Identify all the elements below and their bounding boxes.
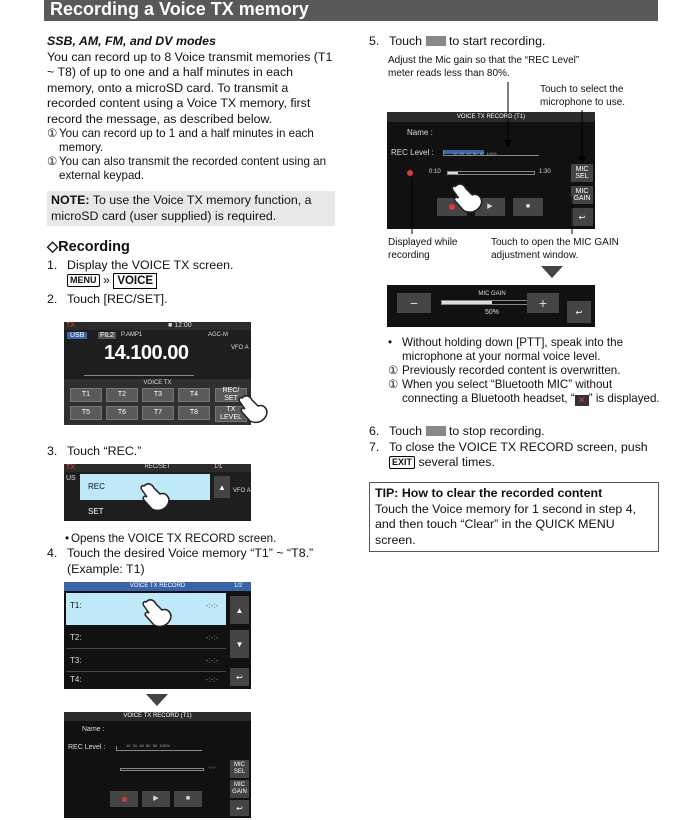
recording-title: VOICE TX RECORD (T1) [387, 112, 595, 122]
page-header: Recording a Voice TX memory [44, 0, 658, 21]
down-triangle-icon [541, 266, 563, 278]
hand-pointer-icon [140, 596, 176, 630]
caption-mic-select: Touch to select the microphone to use. [540, 84, 626, 108]
tip-title: TIP: How to clear the recorded content [375, 486, 603, 500]
step-5-notes [388, 336, 660, 406]
info-item: ① You can also transmit the recorded content using an external keypad. [47, 155, 327, 182]
back-icon[interactable]: ↩ [230, 668, 249, 686]
step-7: 7. To close the VOICE TX RECORD screen, push EXIT several times. [369, 439, 648, 469]
voice-tx-label: VOICE TX [143, 380, 172, 386]
name-label: Name : [407, 128, 433, 137]
time-display: ■ 12:00 [168, 322, 192, 329]
info-item: ① You can record up to 1 and a half minutes in each memory. [47, 127, 314, 154]
down-triangle-icon [146, 694, 168, 706]
mic-gain-minus-button[interactable]: − [397, 293, 431, 313]
frequency-display: 14.100.00 [104, 342, 189, 364]
t6-button[interactable]: T6 [106, 406, 138, 420]
recording-heading: ◇Recording [47, 239, 130, 255]
step-5-bullet: • Without holding down [PTT], speak into the microphone at your normal voice level. [388, 336, 624, 363]
record-row-t1[interactable]: T1: -:-:- [66, 593, 226, 625]
time-placeholder: -:-:- [208, 765, 216, 771]
step-3-bullet: • Opens the VOICE TX RECORD screen. [65, 532, 277, 545]
voice-key: VOICE [113, 273, 157, 289]
note-box: NOTE: To use the Voice TX memory function, a microSD card (user supplied) is required. [47, 191, 335, 226]
back-icon[interactable]: ↩ [571, 208, 593, 226]
up-arrow-icon[interactable]: ▲ [230, 596, 249, 624]
main-screen: TX ■ 12:00 USB FIL2 P.AMP1 AGC-M 14.100.00 VFO A VOICE TX T1 T2 T3 T4 T5 T6 T7 T8 REC/ SET TX LEVEL [64, 322, 251, 425]
time-start: 0:10 [429, 169, 441, 175]
back-icon[interactable]: ↩ [567, 301, 591, 323]
up-arrow-icon[interactable]: ▲ [214, 476, 230, 498]
caption-displayed: Displayed while recording [388, 237, 458, 261]
step-3: 3. Touch “REC.” [47, 444, 142, 458]
recset-mode: US [66, 475, 76, 482]
stop-icon[interactable]: ■ [513, 198, 543, 216]
t8-button[interactable]: T8 [178, 406, 210, 420]
mic-sel-button[interactable]: MIC SEL [230, 760, 249, 778]
menu-key: MENU [67, 274, 100, 287]
exit-key: EXIT [389, 456, 415, 469]
step-5: 5. Touch to start recording. [369, 34, 546, 48]
mic-gain-plus-button[interactable]: + [527, 293, 559, 313]
record-t1-title: VOICE TX RECORD (T1) [64, 712, 251, 721]
record-list-title: VOICE TX RECORD [64, 582, 251, 591]
tip-box [369, 482, 659, 552]
step-4: 4. Touch the desired Voice memory “T1” ~ “T8.” (Example: T1) [47, 546, 314, 576]
stop-key-icon [426, 426, 446, 436]
fil-badge: FIL2 [100, 332, 115, 339]
record-button[interactable] [110, 791, 138, 807]
caption-mic-gain-open: Touch to open the MIC GAIN adjustment window. [491, 237, 619, 261]
step-4-block [47, 532, 347, 577]
recset-page: 1/1 [214, 464, 223, 470]
name-label: Name : [82, 726, 105, 733]
t4-button[interactable]: T4 [178, 388, 210, 402]
step-5-info: ① When you select “Bluetooth MIC” without connecting a Bluetooth headset, “ ✕ ” is displayed. [388, 378, 660, 405]
play-icon[interactable]: ▶ [475, 198, 505, 216]
rec-item[interactable]: REC [80, 474, 210, 500]
hand-pointer-icon [138, 480, 174, 514]
step-2: 2. Touch [REC/SET]. [47, 292, 168, 306]
mode-badge: USB [67, 332, 87, 339]
mic-sel-button[interactable]: MIC SEL [571, 164, 593, 182]
mic-gain-window [387, 285, 595, 327]
recset-vfo: VFO A [233, 488, 251, 494]
record-row-t2[interactable]: T2: -:-:- [66, 627, 226, 649]
intro-text: You can record up to 8 Voice transmit memories (T1 ~ T8) of up to one and a half minutes in each memory, onto a microSD card. To transmit a recorded content using a Voice TX memory, first record the message, as described below. [47, 49, 333, 126]
recset-title: REC/SET [144, 464, 171, 470]
step-6: 6. Touch to stop recording. [369, 424, 545, 438]
vfo-label: VFO A [231, 345, 249, 351]
t7-button[interactable]: T7 [142, 406, 174, 420]
rec-level-scale: 10 20 40 60 80 100% [453, 151, 497, 156]
pamp-label: P.AMP1 [121, 332, 143, 338]
record-row-t4[interactable]: T4: -:-:- [70, 675, 218, 684]
play-icon[interactable]: ▶ [142, 791, 170, 807]
rec-level-scale: 10 20 40 60 80 100% [126, 743, 170, 748]
t1-button[interactable]: T1 [70, 388, 102, 402]
mic-gain-button[interactable]: MIC GAIN [230, 780, 249, 798]
rec-level-label: REC Level : [391, 148, 434, 157]
progress-bar [120, 768, 204, 771]
t5-button[interactable]: T5 [70, 406, 102, 420]
record-t1-screen [64, 712, 251, 818]
rec-set-button[interactable]: REC/ SET [215, 388, 247, 402]
t2-button[interactable]: T2 [106, 388, 138, 402]
step-5-info: ① Previously recorded content is overwritten. [388, 364, 621, 377]
time-end: 1:30 [539, 169, 551, 175]
meter [84, 366, 194, 376]
bluetooth-mic-x-icon: ✕ [575, 395, 589, 406]
mic-gain-value: 50% [484, 309, 499, 316]
step-5-sub: Adjust the Mic gain so that the “REC Level” meter reads less than 80%. [388, 55, 580, 79]
tx-level-button[interactable]: TX LEVEL [215, 406, 247, 422]
record-list-page: 1/2 [234, 583, 243, 589]
t3-button[interactable]: T3 [142, 388, 174, 402]
set-item[interactable]: SET [88, 507, 104, 516]
step-3-block [47, 444, 337, 460]
steps-6-7 [369, 424, 659, 471]
stop-icon[interactable]: ■ [174, 791, 202, 807]
callout-lines [0, 0, 689, 260]
record-row-t3[interactable]: T3: -:-:- [66, 650, 226, 672]
modes-heading: SSB, AM, FM, and DV modes [47, 34, 216, 48]
rec-level-label: REC Level : [68, 744, 106, 751]
down-arrow-icon[interactable]: ▼ [230, 630, 249, 658]
mic-gain-title: MIC GAIN [478, 291, 506, 297]
recset-screen: TX REC/SET 1/1 US REC SET ▲ VFO A [64, 464, 251, 521]
tip-text: Touch the Voice memory for 1 second in step 4, and then touch “Clear” in the QUICK MENU screen. [375, 501, 637, 547]
mic-gain-button[interactable]: MIC GAIN [571, 186, 593, 204]
hand-pointer-icon [236, 392, 272, 426]
step-1: 1. Display the VOICE TX screen. MENU » VOICE [47, 257, 234, 287]
agc-label: AGC-M [208, 332, 228, 338]
back-icon[interactable]: ↩ [230, 800, 249, 816]
